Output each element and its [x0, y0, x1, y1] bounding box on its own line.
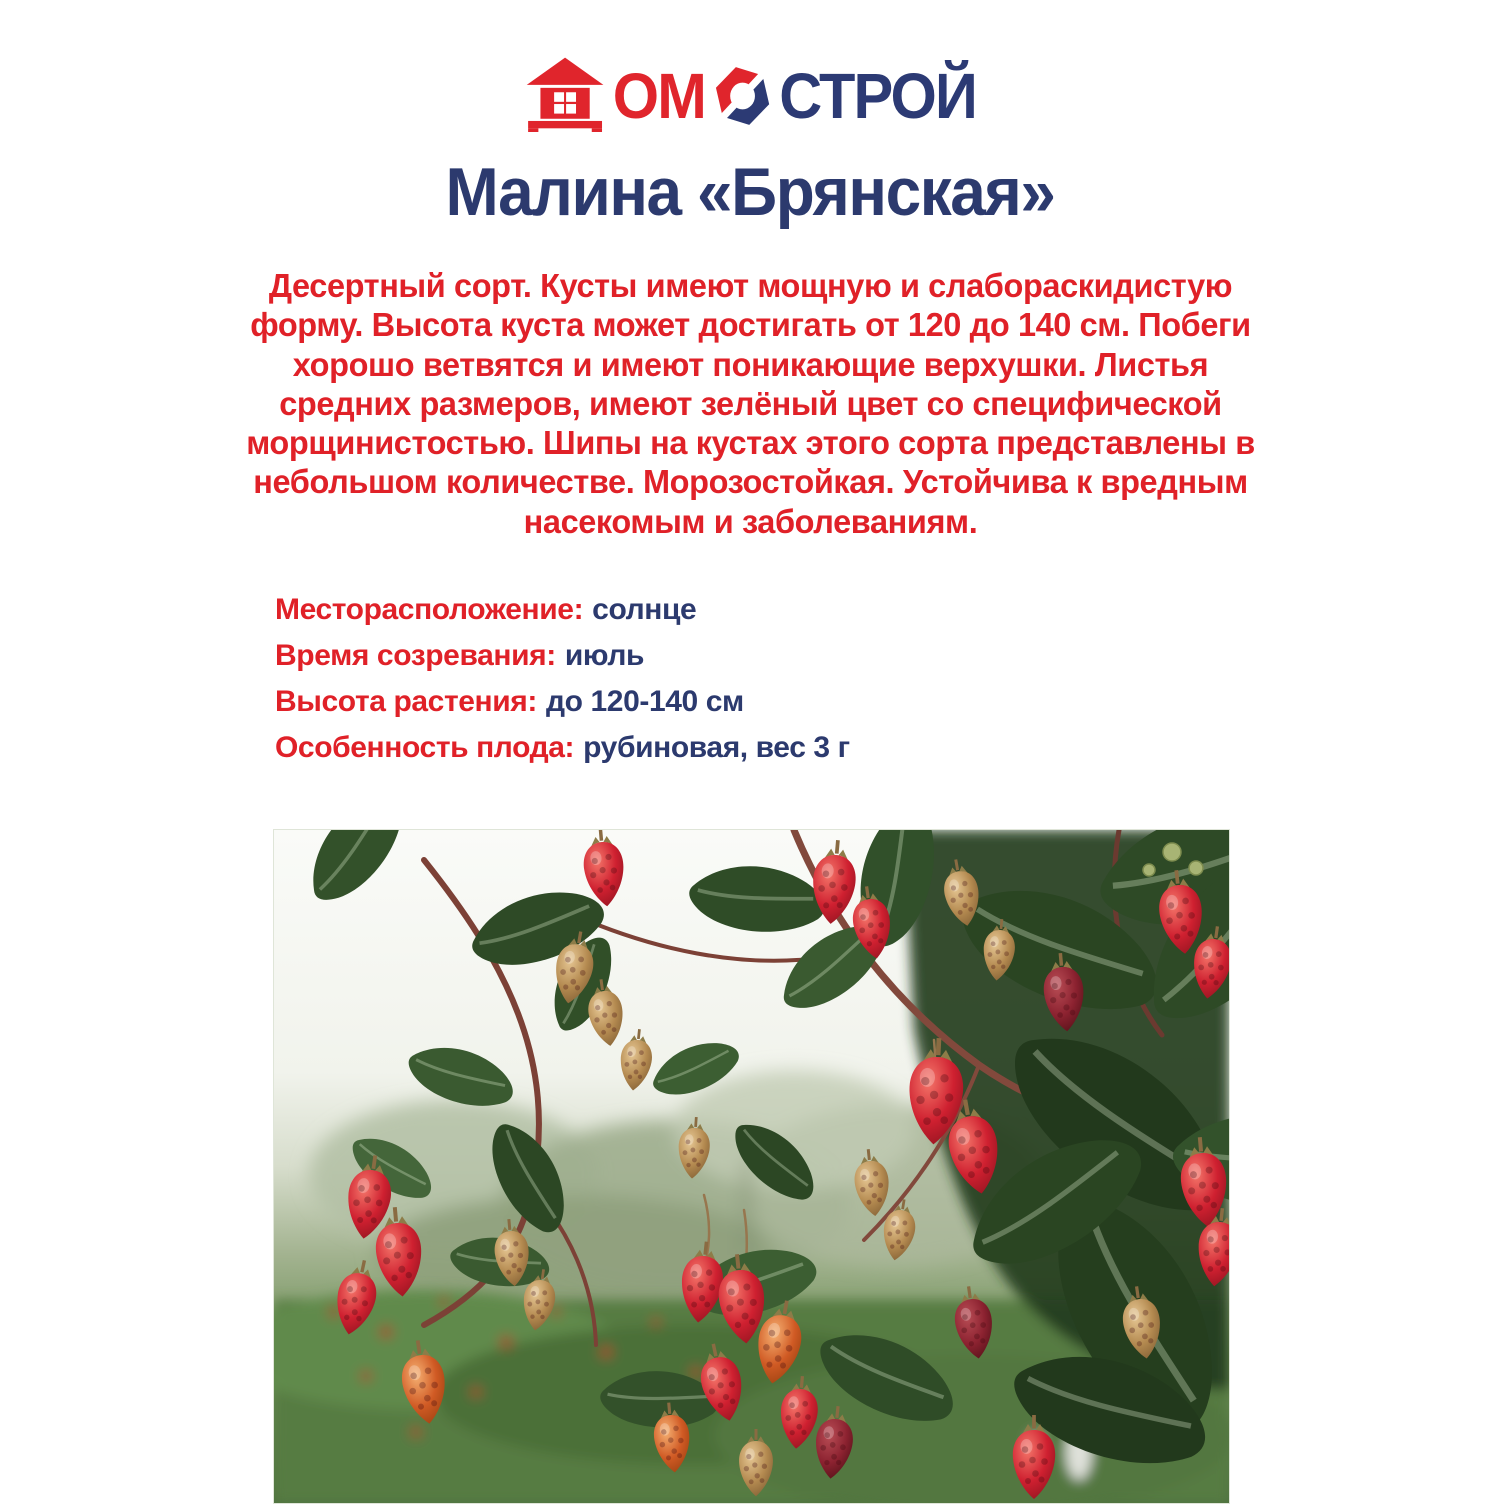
attribute-value: солнце	[592, 592, 697, 626]
brand-logo	[53, 0, 1448, 144]
attribute-row	[275, 638, 1500, 672]
brand-text-right: СТРОЙ	[779, 60, 976, 132]
brand-text-left: ОМ	[612, 60, 705, 132]
brand-ring-icon	[713, 65, 771, 127]
attribute-label: Месторасположение:	[275, 592, 584, 626]
attribute-label: Особенность плода:	[275, 730, 575, 764]
attributes-list	[275, 592, 1500, 764]
attribute-label: Время созревания:	[275, 638, 556, 672]
attribute-value: рубиновая, вес 3 г	[583, 730, 850, 764]
attribute-row	[275, 684, 1500, 718]
product-photo	[273, 829, 1230, 1504]
page-title: Малина «Брянская»	[445, 154, 1055, 230]
attribute-value: до 120-140 см	[546, 684, 744, 718]
attribute-row	[275, 730, 1500, 764]
house-icon	[524, 54, 606, 132]
product-description: Десертный сорт. Кусты имеют мощную и слабораскидистую форму. Высота куста может достигать от 120 до 140 см. Побеги хорошо ветвятся и имеют поникающие верхушки. Листья средних размеров, имеют зелёный цвет со специфической морщинистостью. Шипы на кустах этого сорта представлены в небольшом количестве. Морозостойкая. Устойчива к вредным насекомым и заболеваниям.	[245, 267, 1255, 540]
attribute-row	[275, 592, 1500, 626]
attribute-label: Высота растения:	[275, 684, 537, 718]
raspberry-bush-photo	[274, 830, 1229, 1503]
attribute-value: июль	[564, 638, 645, 672]
